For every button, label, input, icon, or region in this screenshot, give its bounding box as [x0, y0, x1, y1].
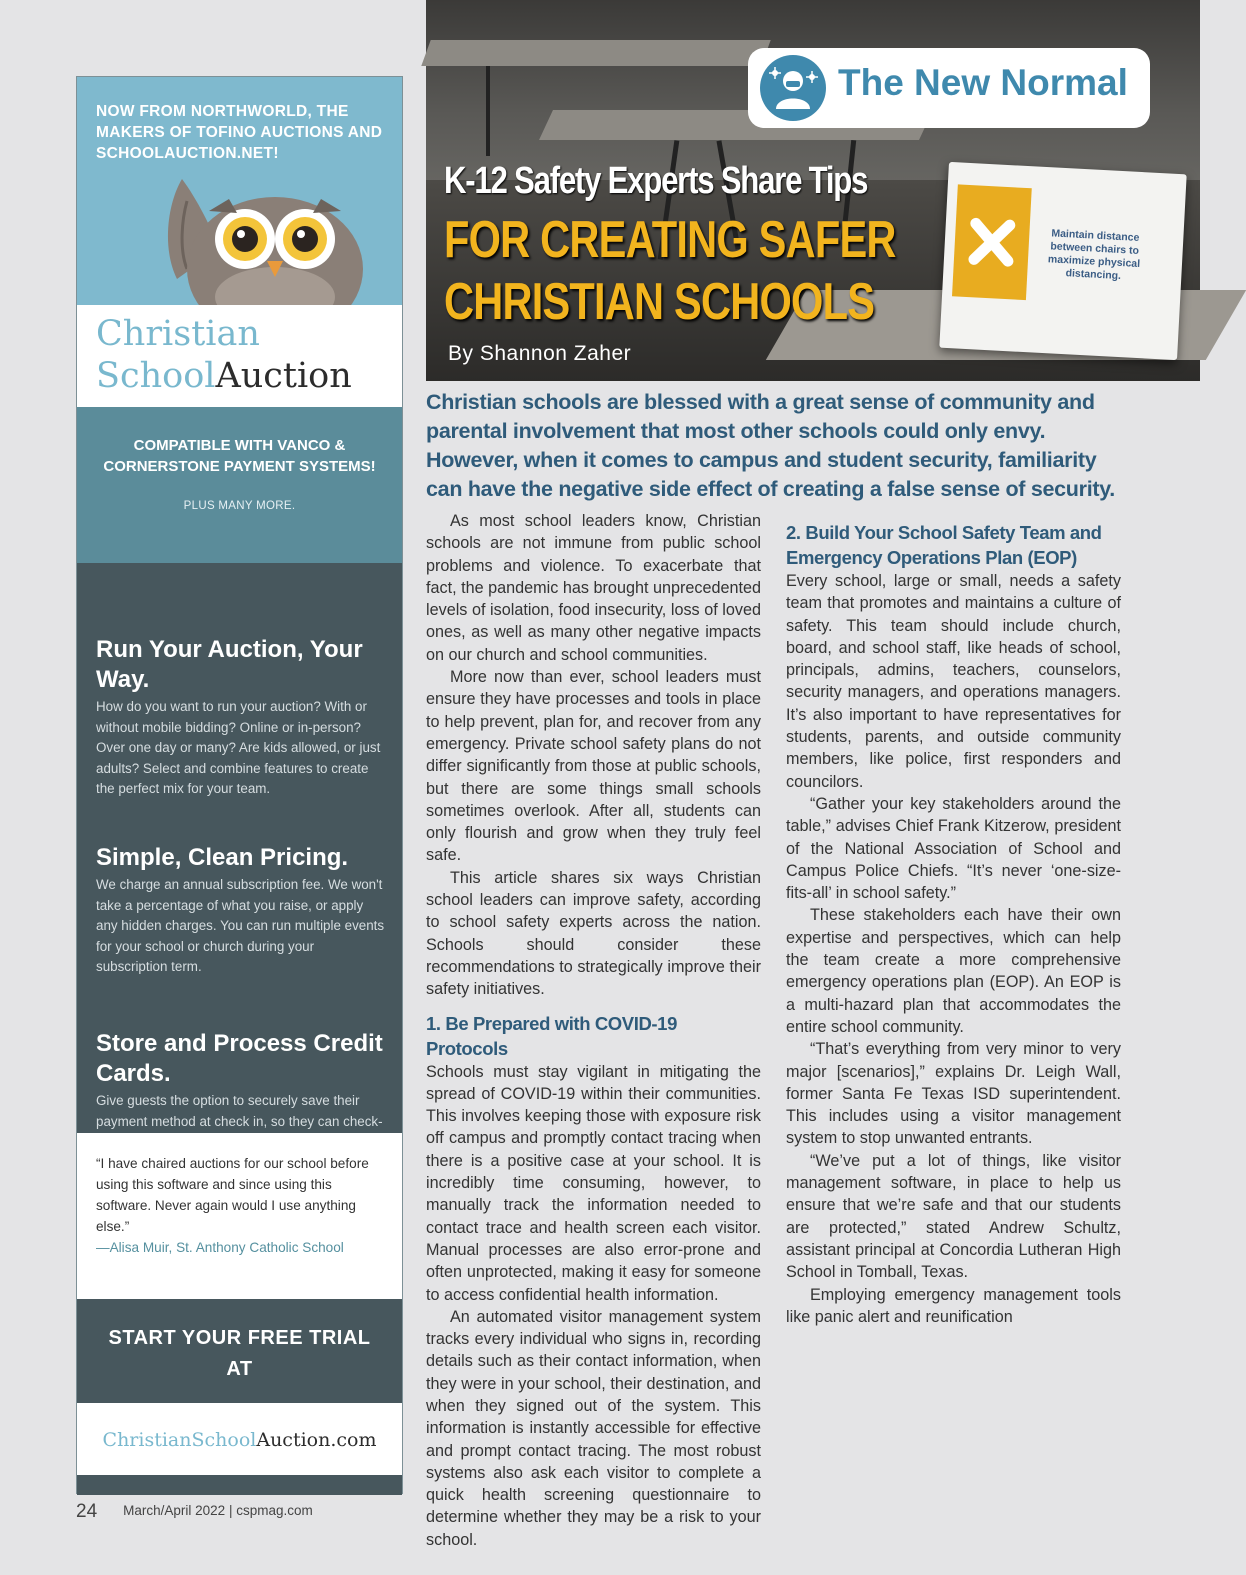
article-lead: Christian schools are blessed with a great sense of community and parental involvement that most other schools could only envy. However, when it comes to campus and student security, familiarity can have the negative side effect of creating a false sense of security. [426, 390, 1115, 501]
ad-top-panel [77, 77, 402, 305]
masked-person-icon [760, 55, 826, 121]
headline-line-1: K-12 Safety Experts Share Tips [444, 160, 868, 202]
paragraph: “Gather your key stakeholders around the table,” advises Chief Frank Kitzerow, president of the National Association of School and Campus Police Chiefs. “It’s never ‘one-size-fits-all’ in school safety.” [786, 794, 1121, 903]
website-link[interactable] [77, 1403, 402, 1475]
feature-body: We charge an annual subscription fee. We won't take a percentage of what you raise, or apply any hidden charges. You can run multiple events for your school or church during your subscription term. [96, 877, 385, 974]
compatibility-text: COMPATIBLE WITH VANCO & CORNERSTONE PAYMENT SYSTEMS! [103, 437, 376, 475]
url-part-dark: Auction.com [256, 1429, 377, 1451]
paragraph: This article shares six ways Christian school leaders can improve safety, according to school safety experts across the nation. Schools should consider these recommendations to strategically improve their safety initiatives. [426, 868, 761, 999]
feature-list [77, 563, 402, 1133]
feature-title: Simple, Clean Pricing. [96, 844, 349, 871]
page-footer [76, 1501, 313, 1523]
byline: By Shannon Zaher [448, 342, 632, 365]
testimonial-author: —Alisa Muir, St. Anthony Catholic School [96, 1240, 344, 1255]
paragraph: These stakeholders each have their own expertise and perspectives, which can help the team create a more comprehensive emergency operations plan (EOP). An EOP is a multi-hazard plan that accommodates the entire school community. [786, 906, 1121, 1036]
page-number: 24 [76, 1501, 98, 1522]
testimonial-quote: “I have chaired auctions for our school before using this software and since using this software. Never again would I use anything else.” [96, 1156, 369, 1234]
chair-leg [486, 66, 490, 156]
x-mark-icon [952, 184, 1032, 300]
sign-text: Maintain distance between chairs to maximize physical distancing. [1047, 227, 1141, 283]
paragraph: More now than ever, school leaders must ensure they have processes and tools in place to help prevent, plan for, and recover from any emergency. Private school safety plans do not differ significantly from those at public schools, but there are some things small schools sometimes overlook. After all, students can only flourish and grow when they truly feel safe. [426, 668, 761, 865]
distancing-sign [939, 162, 1186, 360]
logo-line-1: Christian [96, 314, 260, 354]
compatibility-more: PLUS MANY MORE. [183, 500, 296, 512]
paragraph: Employing emergency management tools like panic alert and reunification [786, 1285, 1121, 1326]
logo-auction: Auction [215, 356, 352, 396]
owl-mascot-icon [157, 169, 372, 305]
free-trial-text: START YOUR FREE TRIAL AT [108, 1327, 371, 1380]
christian-school-auction-logo [77, 305, 402, 407]
free-trial-banner [77, 1299, 402, 1403]
compatibility-banner [77, 407, 402, 563]
feature-body: Give guests the option to securely save their payment method at check in, so they can check- [96, 1093, 383, 1129]
article-column-left [426, 510, 761, 1549]
website-url[interactable] [77, 1429, 402, 1451]
section-heading-1: 1. Be Prepared with COVID-19 Protocols [426, 1012, 677, 1059]
headline-line-3: CHRISTIAN SCHOOLS [444, 273, 875, 331]
article-column-right [786, 510, 1121, 1328]
paragraph: Every school, large or small, needs a safety team that promotes and maintains a culture of safety. This team should include church, board, and school staff, like heads of school, principals, admins, teachers, counselors, security managers, and operations managers. It’s also important to have representatives for students, parents, and outside community members, like police, first responders and councilors. [786, 572, 1121, 791]
logo-school: School [96, 356, 216, 396]
paragraph: “We’ve put a lot of things, like visitor management software, in place to help us ensure that we’re safe and that our students are protected,” stated Andrew Schultz, assistant principal at Concordia Lutheran High School in Tomball, Texas. [786, 1151, 1121, 1282]
section-heading-2: 2. Build Your School Safety Team and Emergency Operations Plan (EOP) [786, 522, 1102, 568]
feature-body: How do you want to run your auction? With or without mobile bidding? Online or in-person? Over one day or many? Are kids allowed, or just adults? Select and combine features to create the perfect mix for your team. [96, 699, 381, 796]
sign-warning-panel [952, 184, 1032, 300]
feature-run-your-auction [96, 635, 388, 800]
feature-title: Store and Process Credit Cards. [96, 1030, 383, 1087]
testimonial [77, 1133, 402, 1299]
ad-bottom-bar [77, 1475, 402, 1495]
logo-line-2 [96, 357, 352, 395]
feature-title: Run Your Auction, Your Way. [96, 636, 363, 693]
section-badge [748, 48, 1150, 128]
paragraph: An automated visitor management system tracks every individual who signs in, recording details such as their contact information, when they were in your school, their destination, and when they signed out of the system. This information is instantly accessible for effective and prompt contact tracing. The most robust systems also ask each visitor to complete a quick health screening questionnaire to determine whether they may be a risk to your school. [426, 1307, 761, 1549]
advertisement [76, 76, 403, 1494]
ad-intro-text: NOW FROM NORTHWORLD, THE MAKERS OF TOFINO AUCTIONS AND SCHOOLAUCTION.NET! [96, 103, 383, 162]
issue-info: March/April 2022 | cspmag.com [123, 1503, 313, 1518]
desk-shape [421, 40, 770, 66]
section-badge-label: The New Normal [838, 62, 1128, 103]
article-header-image [426, 0, 1200, 381]
feature-simple-pricing [96, 843, 388, 978]
url-part-light: ChristianSchool [102, 1429, 257, 1451]
paragraph: Schools must stay vigilant in mitigating the spread of COVID-19 within their communities. This involves keeping those with exposure risk off campus and promptly contact tracing when there is a positive case at your school. It is incredibly time consuming, however, to manually track the information needed to contact trace and health screen each visitor. Manual processes are also error-prone and often unprotected, making it easy for someone to access confidential health information. [426, 1062, 761, 1304]
paragraph: As most school leaders know, Christian schools are not immune from public school problems and violence. To exacerbate that fact, the pandemic has brought unprecedented levels of isolation, food insecurity, loss of loved ones, as well as many other negative impacts on our church and school communities. [426, 512, 761, 664]
paragraph: “That’s everything from very minor to very major [scenarios],” explains Dr. Leigh Wall, former Santa Fe Texas ISD superintendent. This includes using a visitor management system to stop unwanted entrants. [786, 1040, 1121, 1148]
headline-line-2: FOR CREATING SAFER [444, 211, 896, 269]
